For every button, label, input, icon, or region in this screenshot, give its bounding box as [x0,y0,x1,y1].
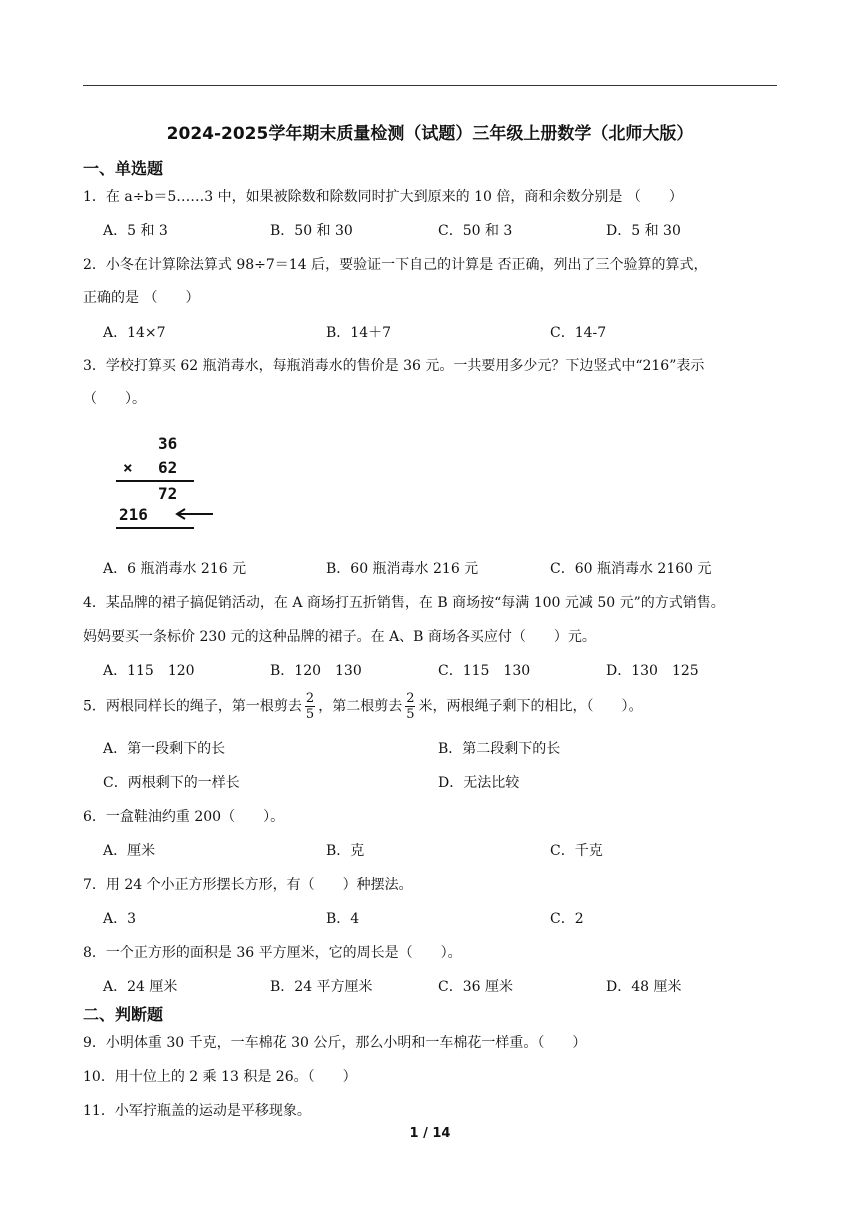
q8-option-b[interactable]: B．24 平方厘米 [270,979,373,995]
vertical-multiplication [113,434,223,530]
question-11-text: 11．小军拧瓶盖的运动是平移现象。 [83,1103,311,1119]
calc-line-1 [116,480,194,482]
q3-option-a[interactable]: A．6 瓶消毒水 216 元 [103,561,247,577]
question-2-line2: 正确的是 （ ） [83,290,200,306]
q6-option-c[interactable]: C．千克 [550,843,603,859]
q4-option-b[interactable]: B．120 130 [270,663,362,679]
question-7-text: 7．用 24 个小正方形摆长方形，有（ ）种摆法。 [83,877,413,893]
q5-part1: 5．两根同样长的绳子，第一根剪去 [83,698,302,715]
q8-option-c[interactable]: C．36 厘米 [438,979,513,995]
question-10-text: 10．用十位上的 2 乘 13 积是 26。（ ） [83,1069,357,1085]
calc-multiplier: 62 [158,458,178,477]
fraction-two-fifths: $\frac{2}{5}$ [305,691,315,722]
calc-line-2 [116,527,194,529]
question-4-line1: 4．某品牌的裙子搞促销活动，在 A 商场打五折销售，在 B 商场按“每满 100 元减 50 元”的方式销售。 [83,595,725,611]
q5-option-a[interactable]: A．第一段剩下的长 [103,741,226,757]
q1-option-a[interactable]: A．5 和 3 [103,223,168,239]
q2-option-a[interactable]: A．14×7 [103,325,166,341]
question-3-line1: 3．学校打算买 62 瓶消毒水，每瓶消毒水的售价是 36 元。一共要用多少元？下边竖式中“216”表示 [83,358,705,374]
q6-option-a[interactable]: A．厘米 [103,843,156,859]
q5-part2: ，第二根剪去 [318,698,403,715]
question-8-text: 8．一个正方形的面积是 36 平方厘米，它的周长是（ ）。 [83,945,462,961]
q3-option-c[interactable]: C．60 瓶消毒水 2160 元 [550,561,712,577]
fraction-two-fifths-2: $\frac{2}{5}$ [406,691,415,722]
q4-option-d[interactable]: D．130 125 [606,663,699,679]
q7-option-a[interactable]: A．3 [103,911,137,927]
q7-option-b[interactable]: B．4 [326,911,360,927]
question-3-line2: （ ）。 [83,391,146,407]
calc-multiply-sign: × [123,458,133,477]
question-5-text [83,692,642,721]
q4-option-c[interactable]: C．115 130 [438,663,531,679]
question-2-line1: 2．小冬在计算除法算式 98÷7＝14 后，要验证一下自己的计算是 否正确，列出了三个验算的算式， [83,257,708,273]
question-1-text: 1．在 a÷b＝5……3 中，如果被除数和除数同时扩大到原来的 10 倍，商和余数分别是 （ ） [83,189,683,205]
q5-option-d[interactable]: D．无法比较 [438,775,520,791]
arrow-left-icon [173,506,215,522]
calc-partial-product-1: 72 [158,484,178,503]
q4-option-a[interactable]: A．115 120 [103,663,195,679]
q8-option-d[interactable]: D．48 厘米 [606,979,682,995]
q2-option-b[interactable]: B．14＋7 [326,325,392,341]
header-rule [83,85,777,86]
calc-multiplicand: 36 [158,434,178,453]
q2-option-c[interactable]: C．14-7 [550,325,607,341]
question-9-text: 9．小明体重 30 千克，一车棉花 30 公斤，那么小明和一车棉花一样重。（ ） [83,1035,587,1051]
q5-option-b[interactable]: B．第二段剩下的长 [438,741,561,757]
page-number: 1 / 14 [409,1126,451,1141]
q8-option-a[interactable]: A．24 厘米 [103,979,178,995]
page-title: 2024-2025学年期末质量检测（试题）三年级上册数学（北师大版） [166,124,694,144]
q6-option-b[interactable]: B．克 [326,843,365,859]
q7-option-c[interactable]: C．2 [550,911,584,927]
q3-option-b[interactable]: B．60 瓶消毒水 216 元 [326,561,479,577]
q5-part3: 米，两根绳子剩下的相比，（ ）。 [418,698,643,715]
q1-option-b[interactable]: B．50 和 30 [270,223,353,239]
question-4-line2: 妈妈要买一条标价 230 元的这种品牌的裙子。在 A、B 商场各买应付（ ）元。 [83,629,596,645]
q1-option-d[interactable]: D．5 和 30 [606,223,681,239]
q1-option-c[interactable]: C．50 和 3 [438,223,513,239]
section-heading-true-false: 二、判断题 [83,1005,164,1024]
calc-partial-product-2: 216 [119,505,148,524]
q5-option-c[interactable]: C．两根剩下的一样长 [103,775,240,791]
question-6-text: 6．一盒鞋油约重 200（ ）。 [83,809,285,825]
section-heading-single-choice: 一、单选题 [83,159,164,178]
